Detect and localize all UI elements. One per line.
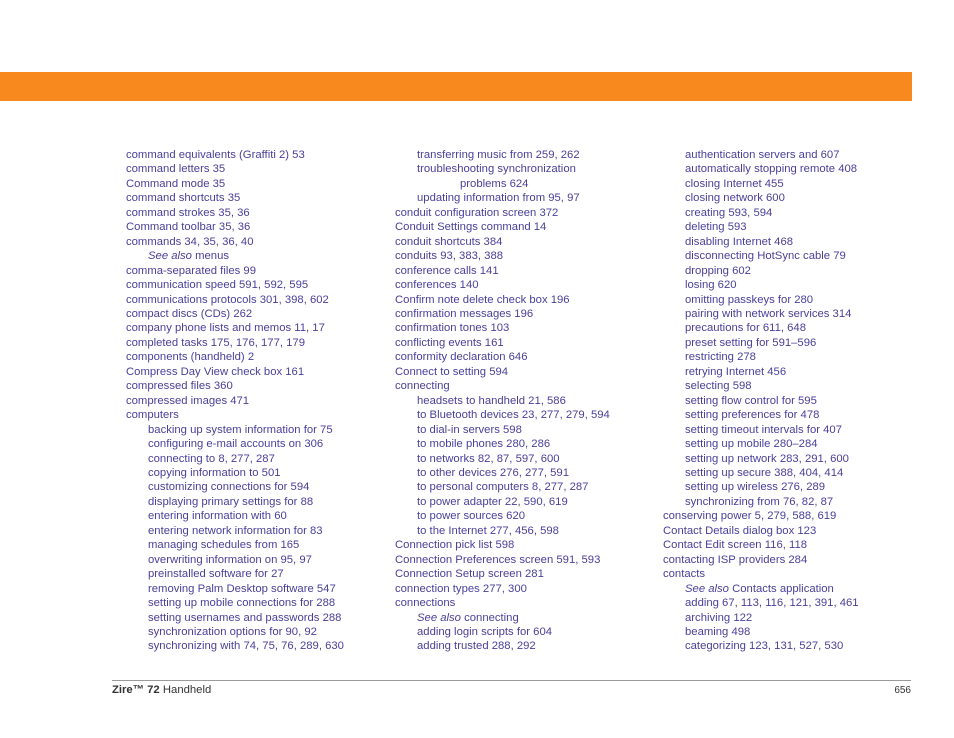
index-entry [663, 509, 923, 523]
index-entry-text: synchronization options for 90, 92 [148, 625, 317, 638]
index-entry-text: selecting 598 [685, 380, 752, 393]
index-entry [663, 596, 923, 610]
index-entry [663, 206, 923, 220]
index-entry [395, 553, 655, 567]
index-entry-text: setting usernames and passwords 288 [148, 611, 342, 624]
index-entry [395, 278, 655, 292]
index-entry [395, 408, 655, 422]
index-entry-text: entering network information for 83 [148, 524, 323, 537]
index-entry-text: communications protocols 301, 398, 602 [126, 293, 329, 306]
index-entry-text: Connection pick list 598 [395, 539, 515, 552]
index-entry-text: connecting [395, 380, 450, 393]
index-entry [663, 553, 923, 567]
index-entry [395, 538, 655, 552]
index-entry-text: compressed files 360 [126, 380, 233, 393]
index-entry [395, 177, 655, 191]
index-entry-text: displaying primary settings for 88 [148, 495, 314, 508]
index-entry-text: adding login scripts for 604 [417, 625, 553, 638]
index-column-2 [395, 148, 655, 654]
index-entry-text: pairing with network services 314 [685, 307, 852, 320]
index-entry [395, 365, 655, 379]
index-entry [395, 466, 655, 480]
index-entry-text: adding 67, 113, 116, 121, 391, 461 [685, 597, 859, 610]
index-entry [126, 582, 386, 596]
index-entry [126, 466, 386, 480]
index-entry [395, 582, 655, 596]
index-entry [126, 437, 386, 451]
index-entry [395, 206, 655, 220]
index-entry [663, 379, 923, 393]
index-entry [663, 394, 923, 408]
footer-rule [112, 680, 911, 681]
index-entry [395, 293, 655, 307]
index-entry-text: to dial-in servers 598 [417, 423, 522, 436]
index-entry [126, 379, 386, 393]
index-entry [663, 321, 923, 335]
index-entry [663, 278, 923, 292]
index-entry [126, 611, 386, 625]
index-entry [395, 191, 655, 205]
index-entry-text: Contact Edit screen 116, 118 [663, 539, 808, 552]
index-entry [126, 423, 386, 437]
index-entry [663, 350, 923, 364]
index-entry [663, 437, 923, 451]
index-entry-text: conferences 140 [395, 279, 479, 292]
index-entry-text: Confirm note delete check box 196 [395, 293, 570, 306]
index-entry-text: categorizing 123, 131, 527, 530 [685, 640, 844, 653]
index-entry [126, 177, 386, 191]
index-entry-text: Conduit Settings command 14 [395, 221, 547, 234]
index-entry [395, 625, 655, 639]
index-entry [663, 466, 923, 480]
index-entry [395, 350, 655, 364]
index-entry-text: command letters 35 [126, 163, 226, 176]
index-entry [663, 567, 923, 581]
index-entry-text: deleting 593 [685, 221, 747, 234]
index-entry [395, 379, 655, 393]
index-entry [395, 596, 655, 610]
index-entry-text: Contact Details dialog box 123 [663, 524, 817, 537]
index-entry-text: automatically stopping remote 408 [685, 163, 858, 176]
index-entry [663, 307, 923, 321]
index-entry-text: closing Internet 455 [685, 177, 784, 190]
index-entry [663, 293, 923, 307]
index-entry-text: setting timeout intervals for 407 [685, 423, 842, 436]
index-entry [126, 278, 386, 292]
index-entry-text: losing 620 [685, 279, 737, 292]
index-entry-text: to Bluetooth devices 23, 277, 279, 594 [417, 409, 610, 422]
index-entry-text: Compress Day View check box 161 [126, 365, 305, 378]
index-entry-text: computers [126, 409, 179, 422]
index-entry-text: to networks 82, 87, 597, 600 [417, 452, 560, 465]
index-entry-text: compressed images 471 [126, 394, 250, 407]
index-entry [663, 148, 923, 162]
index-entry-text: transferring music from 259, 262 [417, 149, 580, 161]
index-entry [126, 162, 386, 176]
index-entry-text: restricting 278 [685, 351, 756, 364]
index-entry [126, 394, 386, 408]
index-entry-text: to mobile phones 280, 286 [417, 438, 551, 451]
index-entry [126, 206, 386, 220]
index-entry-text: Command mode 35 [126, 177, 226, 190]
index-entry-text: closing network 600 [685, 192, 785, 205]
index-entry-text: headsets to handheld 21, 586 [417, 394, 566, 407]
index-entry-text: disabling Internet 468 [685, 235, 794, 248]
index-entry [663, 538, 923, 552]
index-entry [395, 307, 655, 321]
index-entry [126, 567, 386, 581]
index-entry [126, 365, 386, 379]
index-entry-text: comma-separated files 99 [126, 264, 256, 277]
index-entry [395, 249, 655, 263]
index-entry [126, 293, 386, 307]
index-entry [395, 495, 655, 509]
index-entry [126, 307, 386, 321]
index-entry [126, 480, 386, 494]
index-entry [126, 553, 386, 567]
index-entry [663, 177, 923, 191]
footer-product: Handheld [159, 684, 212, 696]
index-column-3 [663, 148, 923, 654]
index-entry-text: connections [395, 597, 456, 610]
index-entry-text: removing Palm Desktop software 547 [148, 582, 336, 595]
index-entry-text: conformity declaration 646 [395, 351, 528, 364]
index-entry-text: conduit configuration screen 372 [395, 206, 559, 219]
index-entry [126, 249, 386, 263]
index-entry [126, 408, 386, 422]
index-entry [395, 524, 655, 538]
footer-brand: Zire™ 72 [112, 684, 160, 696]
see-also-label: See also [148, 250, 192, 263]
index-entry [126, 639, 386, 653]
index-entry [395, 394, 655, 408]
index-entry-text: to power adapter 22, 590, 619 [417, 495, 568, 508]
index-entry [395, 567, 655, 581]
index-entry [126, 321, 386, 335]
index-entry [126, 495, 386, 509]
index-entry [395, 639, 655, 653]
index-entry [663, 495, 923, 509]
index-entry-text: setting up network 283, 291, 600 [685, 452, 849, 465]
index-entry [663, 452, 923, 466]
index-entry-text: Connect to setting 594 [395, 365, 509, 378]
index-entry [126, 350, 386, 364]
index-entry [395, 480, 655, 494]
index-entry-text: components (handheld) 2 [126, 351, 255, 364]
index-entry-text: disconnecting HotSync cable 79 [685, 250, 846, 263]
footer-title [112, 684, 211, 696]
index-entry-text: dropping 602 [685, 264, 751, 277]
index-entry-text: problems 624 [460, 177, 529, 190]
index-entry [126, 538, 386, 552]
index-entry [126, 148, 386, 162]
index-entry-text: overwriting information on 95, 97 [148, 553, 312, 566]
see-also-label: See also [685, 582, 729, 595]
index-entry-text: updating information from 95, 97 [417, 192, 580, 205]
index-entry-text: command strokes 35, 36 [126, 206, 250, 219]
index-entry [126, 452, 386, 466]
index-entry [126, 220, 386, 234]
index-entry-text: to other devices 276, 277, 591 [417, 466, 569, 479]
index-entry [126, 264, 386, 278]
index-entry-text: beaming 498 [685, 625, 751, 638]
index-entry [395, 611, 655, 625]
index-entry-text: to personal computers 8, 277, 287 [417, 481, 589, 494]
index-entry-text: preset setting for 591–596 [685, 336, 817, 349]
index-entry [395, 162, 655, 176]
index-entry-text: conflicting events 161 [395, 336, 504, 349]
index-entry-text: setting up mobile 280–284 [685, 438, 818, 451]
index-entry [663, 625, 923, 639]
index-column-1 [126, 148, 386, 654]
index-entry-text: configuring e-mail accounts on 306 [148, 438, 324, 451]
index-entry-text: setting preferences for 478 [685, 409, 820, 422]
index-entry [663, 264, 923, 278]
index-entry-text: communication speed 591, 592, 595 [126, 279, 309, 292]
index-entry-text: to the Internet 277, 456, 598 [417, 524, 559, 537]
index-entry-text: contacts [663, 568, 706, 581]
index-entry [663, 611, 923, 625]
see-also-label: See also [417, 611, 461, 624]
index-entry-text: setting up wireless 276, 289 [685, 481, 826, 494]
index-entry-text: synchronizing with 74, 75, 76, 289, 630 [148, 640, 344, 653]
index-entry-text: Connection Preferences screen 591, 593 [395, 553, 601, 566]
index-entry-text: authentication servers and 607 [685, 149, 840, 161]
index-entry [663, 162, 923, 176]
index-entry-text: managing schedules from 165 [148, 539, 300, 552]
index-entry [395, 220, 655, 234]
index-entry [663, 582, 923, 596]
index-entry-text: archiving 122 [685, 611, 753, 624]
index-entry [126, 191, 386, 205]
index-entry [126, 235, 386, 249]
index-entry-text: connecting [460, 611, 519, 624]
index-entry-text: compact discs (CDs) 262 [126, 307, 253, 320]
index-entry-text: copying information to 501 [148, 466, 281, 479]
index-entry-text: command equivalents (Graffiti 2) 53 [126, 149, 305, 161]
index-entry-text: preinstalled software for 27 [148, 568, 284, 581]
index-entry-text: precautions for 611, 648 [685, 322, 807, 335]
index-entry [395, 235, 655, 249]
index-entry [126, 509, 386, 523]
index-entry [395, 336, 655, 350]
index-entry [395, 423, 655, 437]
index-entry-text: completed tasks 175, 176, 177, 179 [126, 336, 305, 349]
index-entry-text: Connection Setup screen 281 [395, 568, 544, 581]
page-number: 656 [894, 685, 911, 696]
index-entry [663, 639, 923, 653]
index-entry [395, 148, 655, 162]
index-entry-text: backing up system information for 75 [148, 423, 333, 436]
index-entry [126, 596, 386, 610]
index-entry-text: conference calls 141 [395, 264, 499, 277]
header-bar [0, 72, 912, 101]
index-entry [395, 321, 655, 335]
index-entry [395, 509, 655, 523]
index-entry-text: company phone lists and memos 11, 17 [126, 322, 325, 335]
index-entry-text: menus [191, 250, 230, 263]
index-entry [663, 423, 923, 437]
index-entry [663, 524, 923, 538]
index-entry-text: Contacts application [728, 582, 834, 595]
index-entry-text: conserving power 5, 279, 588, 619 [663, 510, 837, 523]
index-entry-text: Command toolbar 35, 36 [126, 221, 251, 234]
index-entry-text: connecting to 8, 277, 287 [148, 452, 275, 465]
index-entry-text: troubleshooting synchronization [417, 163, 576, 176]
index-entry-text: confirmation tones 103 [395, 322, 510, 335]
index-entry-text: confirmation messages 196 [395, 307, 534, 320]
index-entry-text: omitting passkeys for 280 [685, 293, 814, 306]
index-entry-text: customizing connections for 594 [148, 481, 310, 494]
index-entry [395, 452, 655, 466]
index-entry [663, 408, 923, 422]
index-entry-text: commands 34, 35, 36, 40 [126, 235, 254, 248]
index-entry [663, 365, 923, 379]
index-entry [395, 437, 655, 451]
index-entry-text: conduit shortcuts 384 [395, 235, 503, 248]
index-entry [663, 235, 923, 249]
index-entry-text: creating 593, 594 [685, 206, 773, 219]
index-entry-text: synchronizing from 76, 82, 87 [685, 495, 834, 508]
index-entry [126, 625, 386, 639]
index-entry-text: setting flow control for 595 [685, 394, 817, 407]
index-entry [395, 264, 655, 278]
index-entry-text: conduits 93, 383, 388 [395, 250, 504, 263]
index-entry-text: setting up mobile connections for 288 [148, 597, 336, 610]
index-entry-text: entering information with 60 [148, 510, 287, 523]
index-entry [126, 336, 386, 350]
index-entry [663, 249, 923, 263]
index-entry-text: connection types 277, 300 [395, 582, 527, 595]
index-entry [663, 220, 923, 234]
index-entry-text: contacting ISP providers 284 [663, 553, 808, 566]
index-entry-text: command shortcuts 35 [126, 192, 241, 205]
index-entry [663, 191, 923, 205]
index-entry-text: retrying Internet 456 [685, 365, 787, 378]
index-entry-text: adding trusted 288, 292 [417, 640, 536, 653]
index-entry-text: setting up secure 388, 404, 414 [685, 466, 844, 479]
index-entry [663, 480, 923, 494]
index-entry [126, 524, 386, 538]
index-entry-text: to power sources 620 [417, 510, 526, 523]
index-entry [663, 336, 923, 350]
